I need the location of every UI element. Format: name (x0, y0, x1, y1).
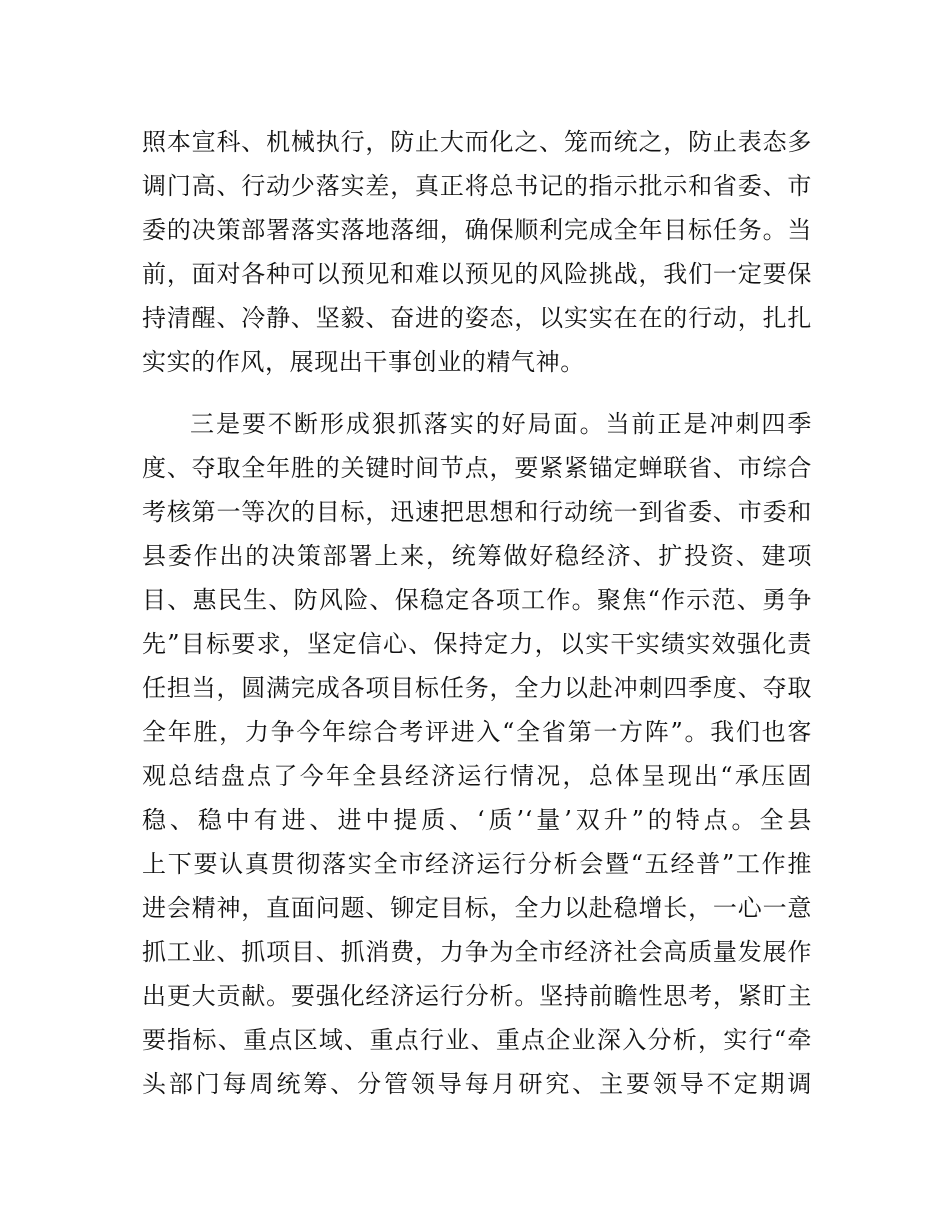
paragraph-line: 调门高、行动少落实差，真正将总书记的指示批示和省委、市 (142, 172, 812, 200)
paragraph-line: 头部门每周统筹、分管领导每月研究、主要领导不定期调 (142, 1070, 812, 1098)
paragraph-line: 全年胜，力争今年综合考评进入“全省第一方阵”。我们也客 (142, 718, 812, 746)
paragraph-line: 观总结盘点了今年全县经济运行情况，总体呈现出“承压固 (142, 762, 812, 790)
paragraph-line: 度、夺取全年胜的关键时间节点，要紧紧锚定蝉联省、市综合 (142, 454, 812, 482)
paragraph-line: 县委作出的决策部署上来，统筹做好稳经济、扩投资、建项 (142, 542, 812, 570)
paragraph-line: 考核第一等次的目标，迅速把思想和行动统一到省委、市委和 (142, 498, 812, 526)
paragraph-line: 要指标、重点区域、重点行业、重点企业深入分析，实行“牵 (142, 1026, 812, 1054)
paragraph-line: 目、惠民生、防风险、保稳定各项工作。聚焦“作示范、勇争 (142, 586, 812, 614)
paragraph-line: 实实的作风，展现出干事创业的精气神。 (142, 348, 585, 376)
paragraph-line: 稳、稳中有进、进中提质、‘质’‘量’双升”的特点。全县 (142, 806, 812, 834)
paragraph-line: 照本宣科、机械执行，防止大而化之、笼而统之，防止表态多 (142, 128, 812, 156)
paragraph-line: 前，面对各种可以预见和难以预见的风险挑战，我们一定要保 (142, 260, 812, 288)
paragraph-line: 任担当，圆满完成各项目标任务，全力以赴冲刺四季度、夺取 (142, 674, 812, 702)
paragraph-line: 上下要认真贯彻落实全市经济运行分析会暨“五经普”工作推 (142, 850, 812, 878)
paragraph-line: 先”目标要求，坚定信心、保持定力，以实干实绩实效强化责 (142, 630, 812, 658)
document-body (142, 120, 812, 1106)
paragraph-line: 三是要不断形成狠抓落实的好局面。当前正是冲刺四季 (190, 410, 812, 438)
paragraph-spacer (142, 384, 812, 402)
paragraph-line: 委的决策部署落实落地落细，确保顺利完成全年目标任务。当 (142, 216, 812, 244)
paragraph-2 (142, 402, 812, 1106)
paragraph-line: 出更大贡献。要强化经济运行分析。坚持前瞻性思考，紧盯主 (142, 982, 812, 1010)
paragraph-line: 抓工业、抓项目、抓消费，力争为全市经济社会高质量发展作 (142, 938, 812, 966)
paragraph-1 (142, 120, 812, 384)
paragraph-line: 进会精神，直面问题、铆定目标，全力以赴稳增长，一心一意 (142, 894, 812, 922)
paragraph-line: 持清醒、冷静、坚毅、奋进的姿态，以实实在在的行动，扎扎 (142, 304, 812, 332)
